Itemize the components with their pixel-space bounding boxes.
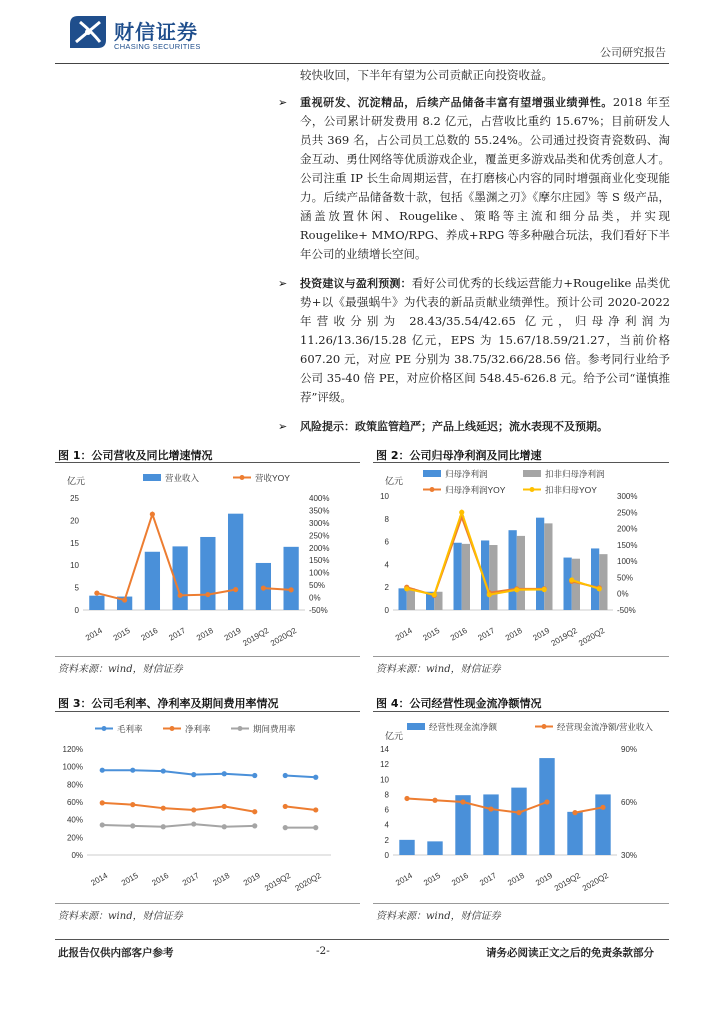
- point-扣非归母YOY: [514, 587, 519, 592]
- right-tick-label: 200%: [309, 543, 330, 553]
- category-tick-label: 2017: [476, 625, 497, 643]
- continuation-line: 较快收回，下半年有望为公司贡献正向投资收益。: [300, 68, 553, 82]
- left-tick-label: 20%: [66, 833, 83, 843]
- left-tick-label: 20: [70, 516, 79, 526]
- bar-经营性现金流净额: [399, 840, 414, 855]
- legend-label: 毛利率: [117, 724, 143, 734]
- line-净利率: [285, 806, 316, 810]
- right-tick-label: 0%: [617, 589, 629, 599]
- point-扣非归母YOY: [487, 592, 492, 597]
- category-tick-label: 2016: [450, 870, 470, 888]
- point-毛利率: [283, 773, 288, 778]
- legend-label: 期间费用率: [253, 724, 296, 734]
- legend-label: 扣非归母YOY: [545, 485, 597, 495]
- bar-扣非归母净利润: [572, 559, 580, 610]
- figure-4-chart: [373, 715, 669, 901]
- legend-label: 归母净利润YOY: [445, 485, 506, 495]
- body-text: [66, 66, 671, 436]
- bar-归母净利润: [536, 518, 544, 610]
- point-净利率: [252, 809, 257, 814]
- category-tick-label: 2019Q2: [263, 870, 293, 893]
- figure-1-top-rule: [55, 462, 360, 463]
- axis-unit-label: 亿元: [67, 476, 86, 486]
- bar-营业收入: [283, 547, 298, 610]
- legend-swatch-dot: [542, 724, 547, 729]
- left-tick-label: 80%: [66, 780, 83, 790]
- category-tick-label: 2014: [394, 870, 414, 888]
- right-tick-label: 200%: [617, 524, 638, 534]
- category-tick-label: 2020Q2: [577, 625, 607, 648]
- category-tick-label: 2018: [211, 870, 232, 888]
- category-tick-label: 2016: [139, 625, 160, 643]
- category-tick-label: 2018: [503, 625, 524, 643]
- right-tick-label: 30%: [621, 851, 638, 860]
- bar-归母净利润: [454, 543, 462, 610]
- logo-text-cn: 财信证券: [114, 20, 198, 44]
- point-期间费用率: [161, 824, 166, 829]
- legend-swatch-dot: [530, 487, 535, 492]
- bar-扣非归母净利润: [517, 536, 525, 610]
- point-扣非归母YOY: [597, 586, 602, 591]
- logo-mark-icon: [66, 12, 110, 52]
- left-tick-label: 2: [384, 583, 389, 593]
- legend-swatch-dot: [430, 487, 435, 492]
- left-tick-label: 25: [70, 494, 79, 503]
- left-tick-label: 0: [384, 851, 389, 860]
- figure-2-title: 图 2：公司归母净利润及同比增速: [376, 449, 542, 462]
- left-tick-label: 0: [384, 606, 389, 615]
- category-tick-label: 2019Q2: [549, 625, 579, 648]
- point-扣非归母YOY: [432, 592, 437, 597]
- point-毛利率: [161, 768, 166, 773]
- right-tick-label: -50%: [309, 606, 328, 615]
- bullet-arrow-icon: ➢: [278, 420, 288, 433]
- point-经营现金流净额/营业收入: [600, 805, 605, 810]
- left-tick-label: 4: [384, 820, 389, 830]
- line-净利率: [102, 803, 255, 812]
- legend-swatch-dot: [170, 726, 175, 731]
- left-tick-label: 0: [74, 606, 79, 615]
- point-扣非归母YOY: [569, 577, 574, 582]
- category-tick-label: 2017: [180, 870, 201, 888]
- category-tick-label: 2019: [531, 625, 552, 643]
- figure-2-source: 资料来源：wind，财信证券: [376, 664, 501, 675]
- point-期间费用率: [283, 825, 288, 830]
- point-净利率: [191, 807, 196, 812]
- category-tick-label: 2015: [421, 625, 442, 643]
- right-tick-label: 100%: [617, 557, 638, 567]
- point-营收YOY: [205, 592, 210, 597]
- right-tick-label: 60%: [621, 798, 638, 807]
- bar-扣非归母净利润: [489, 545, 497, 610]
- point-经营现金流净额/营业收入: [572, 810, 577, 815]
- bullet-risk: [66, 417, 662, 436]
- point-期间费用率: [130, 823, 135, 828]
- bar-归母净利润: [509, 530, 517, 610]
- point-经营现金流净额/营业收入: [432, 798, 437, 803]
- bar-经营性现金流净额: [567, 812, 582, 855]
- left-tick-label: 0%: [71, 851, 83, 860]
- company-logo: [66, 12, 206, 54]
- category-tick-label: 2015: [111, 625, 132, 643]
- bar-归母净利润: [591, 548, 599, 610]
- bar-营业收入: [228, 514, 243, 610]
- bar-归母净利润: [564, 558, 572, 610]
- figure-4-source: 资料来源：wind，财信证券: [376, 911, 501, 922]
- figure-4-bottom-rule: [373, 903, 669, 904]
- point-经营现金流净额/营业收入: [404, 796, 409, 801]
- point-营收YOY: [233, 587, 238, 592]
- point-净利率: [130, 802, 135, 807]
- legend-label: 归母净利润: [445, 469, 488, 479]
- bullet-arrow-icon: ➢: [278, 277, 288, 290]
- category-tick-label: 2019Q2: [552, 870, 582, 893]
- header-divider: [55, 63, 669, 64]
- left-tick-label: 4: [384, 560, 389, 570]
- legend-label: 经营性现金流净额: [429, 722, 498, 732]
- right-tick-label: 90%: [621, 745, 638, 754]
- left-tick-label: 8: [384, 790, 389, 800]
- bar-扣非归母净利润: [599, 554, 607, 610]
- bullet-valuation: [66, 274, 670, 407]
- left-tick-label: 40%: [66, 815, 83, 825]
- category-tick-label: 2014: [89, 870, 110, 888]
- bar-经营性现金流净额: [539, 758, 554, 855]
- figure-2-bottom-rule: [373, 656, 669, 657]
- legend-swatch: [523, 470, 541, 477]
- point-净利率: [100, 800, 105, 805]
- bullet-heading: 投资建议与盈利预测：: [300, 277, 412, 290]
- category-tick-label: 2014: [393, 625, 414, 643]
- figure-2-top-rule: [373, 462, 669, 463]
- footer-disclaimer-left: 此报告仅供内部客户参考: [58, 947, 174, 959]
- category-tick-label: 2014: [83, 625, 104, 643]
- point-营收YOY: [289, 587, 294, 592]
- category-tick-label: 2017: [167, 625, 188, 643]
- left-tick-label: 100%: [62, 762, 83, 772]
- bar-扣非归母净利润: [544, 523, 552, 610]
- left-tick-label: 6: [384, 537, 389, 547]
- right-tick-label: 50%: [617, 573, 634, 583]
- point-经营现金流净额/营业收入: [516, 810, 521, 815]
- point-毛利率: [313, 775, 318, 780]
- point-营收YOY: [178, 593, 183, 598]
- left-tick-label: 8: [384, 514, 389, 524]
- legend-label: 净利率: [185, 724, 211, 734]
- left-tick-label: 12: [380, 760, 389, 770]
- point-净利率: [313, 807, 318, 812]
- footer-divider: [55, 939, 669, 940]
- point-毛利率: [100, 768, 105, 773]
- figure-2-chart: [373, 466, 669, 652]
- page-number: -2-: [316, 945, 330, 957]
- legend-label: 经营现金流净额/营业收入: [557, 722, 653, 732]
- bar-扣非归母净利润: [407, 588, 415, 610]
- document-type: 公司研究报告: [600, 46, 666, 59]
- right-tick-label: 400%: [309, 494, 330, 503]
- right-tick-label: 100%: [309, 568, 330, 578]
- category-tick-label: 2020Q2: [580, 870, 610, 893]
- axis-unit-label: 亿元: [385, 731, 404, 741]
- legend-swatch-dot: [102, 726, 107, 731]
- bar-营业收入: [145, 552, 160, 610]
- figure-1-chart: [55, 466, 360, 652]
- bullet-heading: 风险提示：政策监管趋严；产品上线延迟；流水表现不及预期。: [300, 420, 608, 433]
- point-营收YOY: [261, 585, 266, 590]
- bar-经营性现金流净额: [483, 794, 498, 855]
- right-tick-label: 0%: [309, 593, 321, 603]
- right-tick-label: 150%: [617, 540, 638, 550]
- point-营收YOY: [94, 590, 99, 595]
- bar-经营性现金流净额: [511, 788, 526, 855]
- category-tick-label: 2016: [448, 625, 469, 643]
- figure-3-source: 资料来源：wind，财信证券: [58, 911, 183, 922]
- left-tick-label: 14: [380, 745, 389, 754]
- point-扣非归母YOY: [542, 587, 547, 592]
- footer-disclaimer-right: 请务必阅读正文之后的免责条款部分: [486, 947, 654, 959]
- right-tick-label: 50%: [309, 581, 326, 591]
- category-tick-label: 2019: [222, 625, 243, 643]
- figure-3-bottom-rule: [55, 903, 360, 904]
- point-营收YOY: [122, 597, 127, 602]
- point-扣非归母YOY: [459, 510, 464, 515]
- line-期间费用率: [102, 824, 255, 827]
- axis-unit-label: 亿元: [385, 476, 404, 486]
- point-毛利率: [191, 772, 196, 777]
- bullet-heading: 重视研发、沉淀精品，后续产品储备丰富有望增强业绩弹性。: [300, 96, 613, 109]
- category-tick-label: 2019: [534, 870, 554, 888]
- figure-4-title: 图 4：公司经营性现金流净额情况: [376, 697, 542, 710]
- bullet-text: 看好公司优秀的长线运营能力+Rougelike 品类优势+以《最强蜗牛》为代表的新品贡献业绩弹性。预计公司 2020-2022 年营收分别为 28.43/35.54/42.65 亿元，归母净利润为 11.26/13.36/15.28 亿元，EPS 为 15.67/18.59/21.27，当前价格 607.20 元，对应 PE 分别为 38.75/32.66/28.56 倍。参考同行业给予公司 35-40 倍 PE，对应价格区间 548.45-626.8 元。给予公司“谨慎推荐”评级。: [300, 276, 670, 404]
- bar-经营性现金流净额: [427, 841, 442, 855]
- category-tick-label: 2018: [506, 870, 526, 888]
- line-毛利率: [285, 776, 316, 778]
- point-经营现金流净额/营业收入: [544, 799, 549, 804]
- point-毛利率: [252, 773, 257, 778]
- right-tick-label: 250%: [617, 508, 638, 518]
- bar-归母净利润: [399, 588, 407, 610]
- bar-扣非归母净利润: [462, 544, 470, 610]
- point-期间费用率: [100, 822, 105, 827]
- left-tick-label: 2: [384, 835, 389, 845]
- bullet-arrow-icon: ➢: [278, 96, 288, 109]
- line-毛利率: [102, 770, 255, 775]
- category-tick-label: 2016: [150, 870, 171, 888]
- logo-text-en: CHASING SECURITIES: [114, 42, 201, 51]
- legend-swatch-dot: [240, 475, 245, 480]
- point-净利率: [283, 804, 288, 809]
- bullet-rd: [66, 93, 671, 264]
- right-tick-label: -50%: [617, 606, 636, 615]
- point-期间费用率: [222, 824, 227, 829]
- point-净利率: [222, 804, 227, 809]
- point-净利率: [161, 806, 166, 811]
- figure-3-title: 图 3：公司毛利率、净利率及期间费用率情况: [58, 697, 279, 710]
- point-营收YOY: [150, 512, 155, 517]
- bar-经营性现金流净额: [595, 794, 610, 855]
- right-tick-label: 300%: [617, 492, 638, 501]
- point-毛利率: [222, 771, 227, 776]
- left-tick-label: 15: [70, 538, 79, 548]
- left-tick-label: 120%: [62, 745, 83, 754]
- legend-label: 营收YOY: [255, 473, 290, 483]
- category-tick-label: 2020Q2: [268, 625, 299, 648]
- bar-营业收入: [89, 596, 104, 610]
- right-tick-label: 250%: [309, 531, 330, 541]
- left-tick-label: 60%: [66, 798, 83, 807]
- point-经营现金流净额/营业收入: [460, 799, 465, 804]
- figure-1-bottom-rule: [55, 656, 360, 657]
- category-tick-label: 2020Q2: [293, 870, 323, 893]
- right-tick-label: 150%: [309, 556, 330, 566]
- figure-1-title: 图 1：公司营收及同比增速情况: [58, 449, 213, 462]
- legend-swatch: [143, 474, 161, 481]
- bullet-text: 2018 年至今，公司累计研发费用 8.2 亿元，占营收比重约 15.67%；目前研发人员共 369 名，占公司员工总数的 55.24%。公司通过投资青瓷数码、淘金互动、勇仕网络等优质游戏企业，覆盖更多游戏品类和优秀创意人才。公司注重 IP 长生命周期运营，在打磨核心内容的同时增强商业化变现能力。后续产品储备数十款，包括《墨渊之刃》《摩尔庄园》等 S 级产品，涵盖放置休闲、Rougelike、策略等主流和细分品类，并实现 Rougelike+ MMO/RPG、养成+RPG 等多种融合玩法，我们看好下半年公司的业绩增长空间。: [300, 95, 671, 261]
- category-tick-label: 2015: [422, 870, 442, 888]
- left-tick-label: 5: [74, 583, 79, 593]
- bar-营业收入: [200, 537, 215, 610]
- left-tick-label: 10: [380, 492, 389, 501]
- legend-swatch: [423, 470, 441, 477]
- right-tick-label: 300%: [309, 518, 330, 528]
- point-期间费用率: [191, 821, 196, 826]
- point-期间费用率: [252, 823, 257, 828]
- legend-swatch-dot: [238, 726, 243, 731]
- point-经营现金流净额/营业收入: [488, 806, 493, 811]
- left-tick-label: 6: [384, 805, 389, 815]
- figure-1-source: 资料来源：wind，财信证券: [58, 664, 183, 675]
- right-tick-label: 350%: [309, 506, 330, 516]
- legend-label: 营业收入: [165, 473, 200, 483]
- left-tick-label: 10: [70, 561, 79, 571]
- category-tick-label: 2015: [119, 870, 140, 888]
- figure-4-top-rule: [373, 711, 669, 712]
- point-扣非归母YOY: [404, 586, 409, 591]
- point-毛利率: [130, 768, 135, 773]
- category-tick-label: 2019Q2: [241, 625, 271, 648]
- figure-3-chart: [55, 715, 360, 901]
- figure-3-top-rule: [55, 711, 360, 712]
- point-期间费用率: [313, 825, 318, 830]
- category-tick-label: 2018: [194, 625, 215, 643]
- category-tick-label: 2019: [241, 870, 262, 888]
- category-tick-label: 2017: [478, 870, 498, 888]
- left-tick-label: 10: [380, 775, 389, 785]
- legend-label: 扣非归母净利润: [545, 469, 605, 479]
- legend-swatch: [407, 723, 425, 730]
